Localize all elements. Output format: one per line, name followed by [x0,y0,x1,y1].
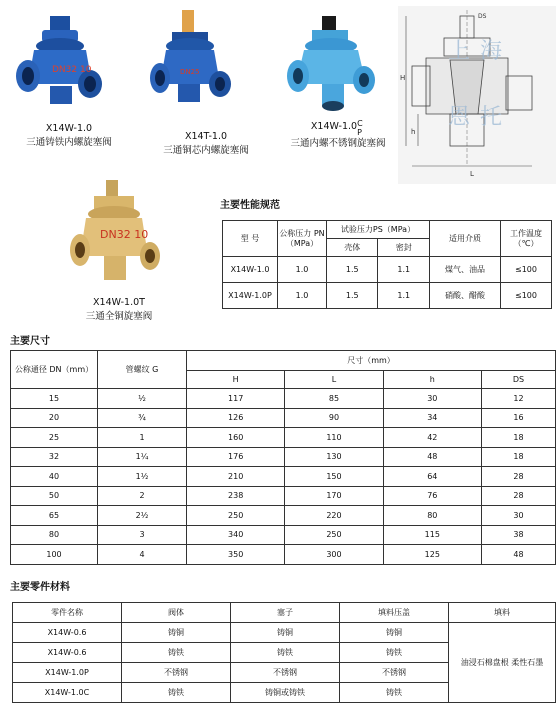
dims-col-h-lower: h [383,371,481,389]
dims-header-g: 管螺纹 G [98,351,187,389]
dims-cell-dn: 80 [11,525,98,545]
dims-cell-ds: 30 [481,506,555,526]
product-3-suffix-top: C [357,119,363,128]
product-3-model-line [268,119,408,137]
valve1-tag: DN32 10 [52,65,92,75]
dims-cell-h: 34 [383,408,481,428]
valve-image-x14t [150,8,232,108]
mat-cell: 铸铁 [122,683,231,703]
product-1-model: X14W-1.0 [45,123,93,134]
dims-cell-g: ¾ [98,408,187,428]
dims-cell-g: 1¼ [98,447,187,467]
dims-cell-dn: 65 [11,506,98,526]
perf-cell: 1.5 [327,283,378,309]
dims-cell-dn: 40 [11,467,98,487]
drawing-label-l: L [470,170,474,178]
dims-cell-ds: 38 [481,525,555,545]
dims-cell-l: 85 [285,389,383,409]
valve-image-x14w-t [70,178,162,288]
dims-cell-ds: 28 [481,486,555,506]
drawing-label-ds: DS [478,13,487,20]
product-4-model: X14W-1.0T [93,297,145,308]
perf-cell: X14W-1.0P [223,283,278,309]
mat-cell: 铸铜 [122,623,231,643]
dims-cell-l: 150 [285,467,383,487]
dims-cell-g: 1 [98,428,187,448]
perf-cell: X14W-1.0 [223,257,278,283]
dims-cell-h: 350 [187,545,285,565]
mat-cell: 铸铁 [340,643,449,663]
mat-cell: X14W-0.6 [13,623,122,643]
dims-cell-h: 115 [383,525,481,545]
perf-cell: 1.1 [378,283,430,309]
valve-image-x14w-cp [286,14,378,114]
dims-cell-h: 30 [383,389,481,409]
product-2-model: X14T-1.0 [184,131,228,142]
dims-cell-dn: 100 [11,545,98,565]
perf-header-temp: 工作温度（℃） [501,221,552,257]
product-2-caption [146,130,266,158]
table-row [11,428,556,448]
mat-cell: 铸铁 [231,643,340,663]
product-1-desc: 三通铸铁内螺旋塞阀 [26,137,112,148]
product-3-desc: 三通内螺不锈钢旋塞阀 [290,138,386,149]
mat-cell: 铸铜或铸铁 [231,683,340,703]
table-row [11,545,556,565]
table-row [11,389,556,409]
dims-cell-h: 117 [187,389,285,409]
dims-col-ds: DS [481,371,555,389]
dims-cell-h: 340 [187,525,285,545]
mat-header-gland: 填料压盖 [340,603,449,623]
perf-header-media: 适用介质 [430,221,501,257]
table-row [223,257,552,283]
dims-cell-dn: 50 [11,486,98,506]
valve4-tag: DN32 10 [100,228,149,241]
mat-cell: 铸铜 [340,623,449,643]
table-row [223,283,552,309]
perf-header-seal: 密封 [378,239,430,257]
dims-cell-l: 110 [285,428,383,448]
table-row [11,525,556,545]
drawing-label-h-upper: H [400,74,406,82]
mat-header-name: 零件名称 [13,603,122,623]
mat-cell: 铸铁 [340,683,449,703]
dims-cell-g: 2 [98,486,187,506]
mat-cell: X14W-1.0C [13,683,122,703]
perf-cell: 1.1 [378,257,430,283]
table-row [11,506,556,526]
dims-cell-ds: 18 [481,428,555,448]
dims-cell-g: ½ [98,389,187,409]
dims-cell-l: 90 [285,408,383,428]
watermark-top: 上海 [448,39,513,64]
dims-cell-l: 220 [285,506,383,526]
dims-cell-l: 300 [285,545,383,565]
mat-cell: 铸铜 [231,623,340,643]
mat-cell: X14W-0.6 [13,643,122,663]
dims-cell-ds: 16 [481,408,555,428]
product-3-model: X14W-1.0 [310,121,358,132]
perf-cell: 1.0 [278,283,327,309]
mat-section-title: 主要零件材料 [10,582,70,593]
drawing-label-h-lower: h [411,128,416,136]
dims-cell-dn: 15 [11,389,98,409]
perf-cell: ≤100 [501,283,552,309]
mat-cell: 不锈钢 [340,663,449,683]
table-row [11,486,556,506]
dims-cell-l: 170 [285,486,383,506]
product-4-caption [64,296,174,324]
technical-drawing [398,6,556,184]
perf-cell: 1.5 [327,257,378,283]
table-row [13,623,556,643]
dims-cell-ds: 12 [481,389,555,409]
dims-cell-ds: 48 [481,545,555,565]
dims-header-dn: 公称通径 DN（mm） [11,351,98,389]
dims-cell-h: 160 [187,428,285,448]
dims-cell-h: 64 [383,467,481,487]
dims-cell-l: 130 [285,447,383,467]
product-1-caption [14,122,124,150]
dims-cell-dn: 25 [11,428,98,448]
dims-cell-l: 250 [285,525,383,545]
dims-cell-g: 3 [98,525,187,545]
perf-cell: ≤100 [501,257,552,283]
mat-cell: 不锈钢 [122,663,231,683]
dims-cell-g: 4 [98,545,187,565]
mat-header-plug: 塞子 [231,603,340,623]
dims-cell-ds: 18 [481,447,555,467]
dims-cell-ds: 28 [481,467,555,487]
dims-cell-g: 2½ [98,506,187,526]
dims-cell-h: 80 [383,506,481,526]
dims-cell-h: 48 [383,447,481,467]
perf-cell: 煤气、油品 [430,257,501,283]
dims-cell-g: 1½ [98,467,187,487]
table-row [11,467,556,487]
product-3-caption [268,120,408,151]
dims-cell-h: 238 [187,486,285,506]
mat-packing-cell: 油浸石棉盘根 柔性石墨 [449,623,556,703]
dims-table [10,350,556,565]
mat-table [12,602,556,703]
product-3-suffix-bottom: P [357,128,362,137]
dims-cell-h: 126 [187,408,285,428]
perf-table [222,220,552,309]
svg-text:DN25: DN25 [180,68,200,76]
mat-cell: 铸铁 [122,643,231,663]
perf-cell: 硝酸、醋酸 [430,283,501,309]
watermark-bottom: 恩托 [448,105,513,130]
perf-header-shell: 壳体 [327,239,378,257]
dims-col-l: L [285,371,383,389]
perf-header-model: 型 号 [223,221,278,257]
table-row [11,447,556,467]
dims-cell-h: 125 [383,545,481,565]
dims-cell-dn: 20 [11,408,98,428]
dims-section-title: 主要尺寸 [10,336,50,347]
product-2-desc: 三通铜芯内螺旋塞阀 [163,145,249,156]
perf-header-pn: 公称压力 PN（MPa） [278,221,327,257]
perf-section-title: 主要性能规范 [220,200,280,211]
mat-header-packing: 填料 [449,603,556,623]
dims-cell-h: 42 [383,428,481,448]
perf-header-test: 试验压力PS（MPa） [327,221,430,239]
table-row [11,408,556,428]
dims-col-h-upper: H [187,371,285,389]
dims-cell-h: 210 [187,467,285,487]
dims-cell-h: 176 [187,447,285,467]
valve-image-x14w [14,10,106,110]
mat-cell: 不锈钢 [231,663,340,683]
dims-cell-h: 250 [187,506,285,526]
mat-cell: X14W-1.0P [13,663,122,683]
dims-header-size: 尺寸（mm） [187,351,556,371]
dims-cell-dn: 32 [11,447,98,467]
product-4-desc: 三通全铜旋塞阀 [85,311,153,322]
perf-cell: 1.0 [278,257,327,283]
dims-cell-h: 76 [383,486,481,506]
mat-header-body: 阀体 [122,603,231,623]
